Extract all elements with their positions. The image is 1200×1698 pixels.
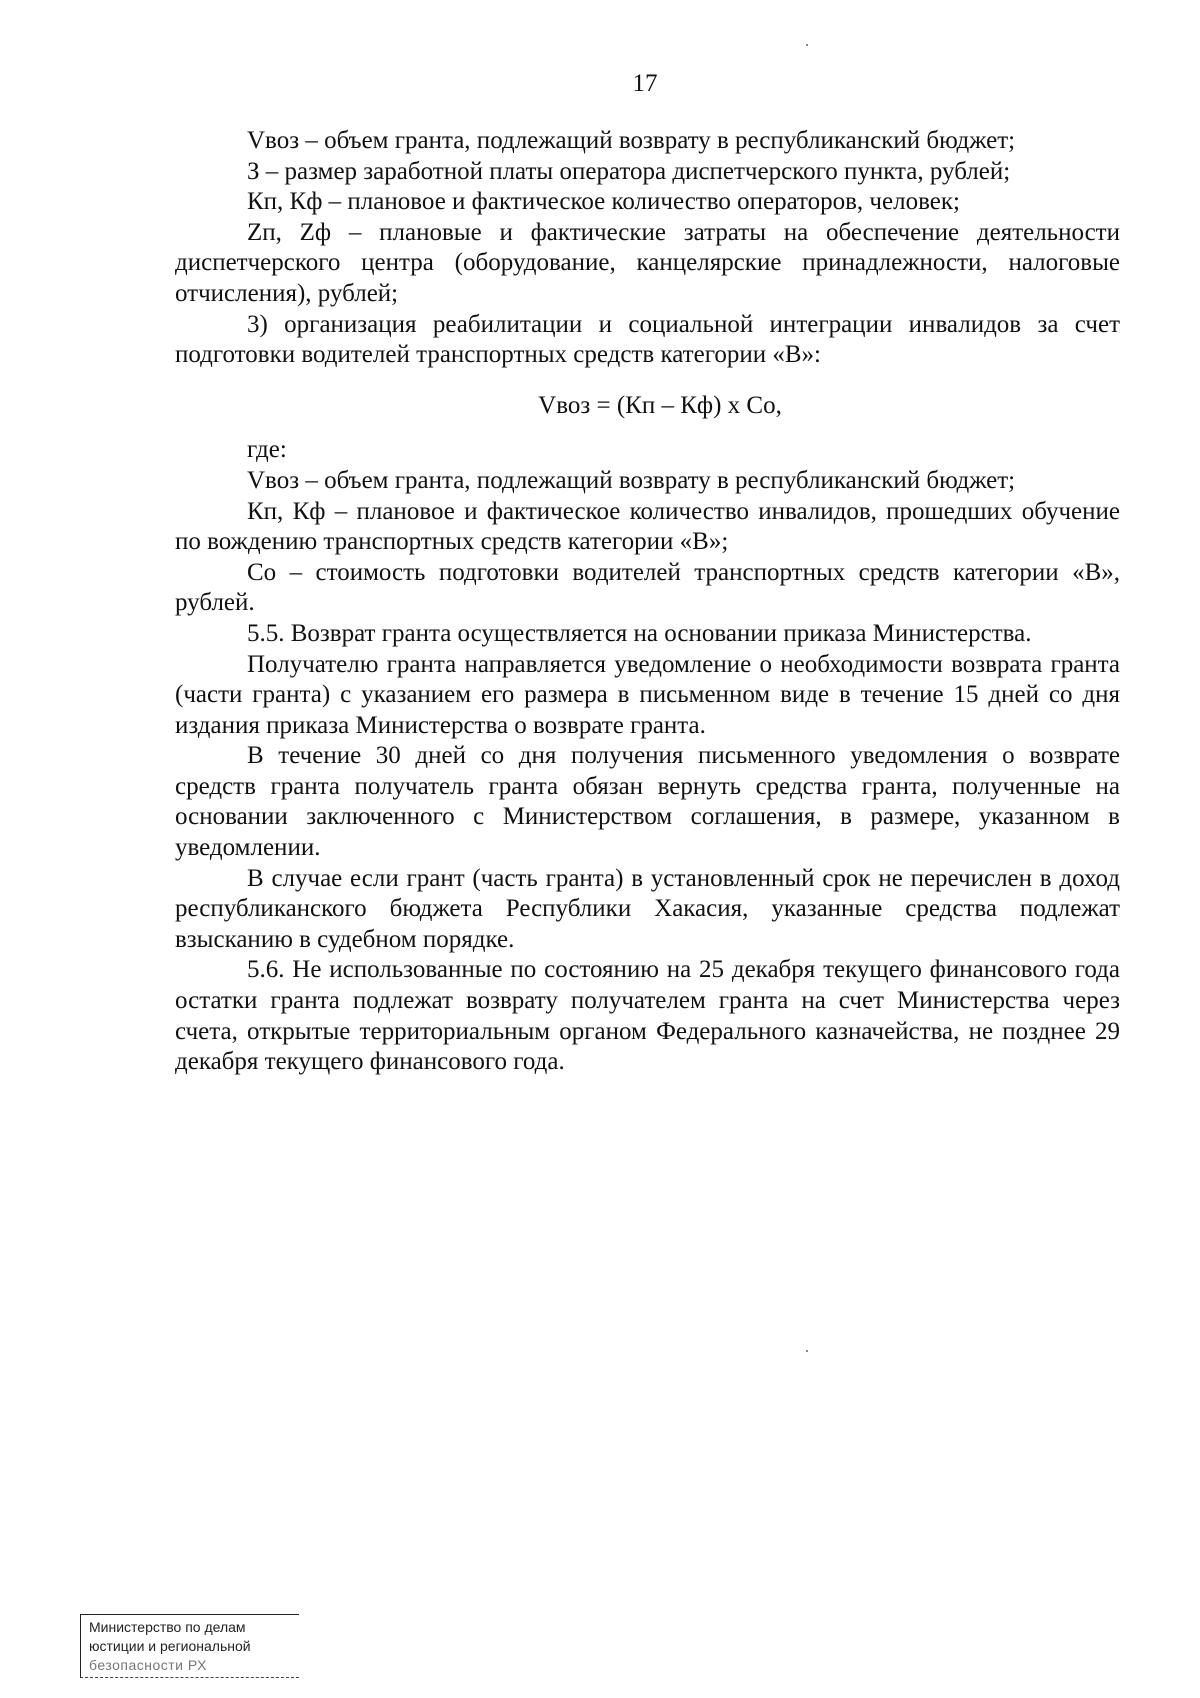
document-body <box>175 126 1120 1078</box>
paragraph-kp-kf-operators: Кп, Кф – плановое и фактическое количество операторов, человек; <box>247 188 960 216</box>
paragraph-notification: Получателю гранта направляется уведомление о необходимости возврата гранта (части гранта) с указанием его размера в письменном виде в течение 15 дней со дня издания приказа Министерства о возврате гранта. <box>175 650 1120 739</box>
paragraph-co-definition: Со – стоимость подготовки водителей транспортных средств категории «В», рублей. <box>175 558 1120 617</box>
paragraph-where: где: <box>247 436 287 464</box>
scan-speck-top <box>806 44 808 46</box>
paragraph-kp-kf-disabled: Кп, Кф – плановое и фактическое количество инвалидов, прошедших обучение по вождению транспортных средств категории «В»; <box>175 497 1120 556</box>
scan-speck-middle <box>806 1350 808 1352</box>
paragraph-5-6: 5.6. Не использованные по состоянию на 25 декабря текущего финансового года остатки гранта подлежат возврату получателем гранта на счет Министерства через счета, открытые территориальным органом Федерального казначейства, не позднее 29 декабря текущего финансового года. <box>175 956 1120 1076</box>
paragraph-30-days: В течение 30 дней со дня получения письменного уведомления о возврате средств гранта получатель гранта обязан вернуть средства гранта, полученные на основании заключенного с Министерством соглашения, в размере, указанном в уведомлении. <box>175 742 1120 862</box>
paragraph-zp-zf-costs: Zп, Zф – плановые и фактические затраты на обеспечение деятельности диспетчерского центра (оборудование, канцелярские принадлежности, налоговые отчисления), рублей; <box>175 218 1120 307</box>
formula: Vвоз = (Кп – Кф) х Со, <box>538 391 782 419</box>
paragraph-vvoz-definition: Vвоз – объем гранта, подлежащий возврату в республиканский бюджет; <box>247 127 1016 154</box>
paragraph-vvoz-definition-2: Vвоз – объем гранта, подлежащий возврату в республиканский бюджет; <box>247 466 1016 494</box>
stamp-line-1: Министерство по делам <box>89 1619 246 1635</box>
page-number: 17 <box>632 70 658 97</box>
stamp-line-2: юстиции и региональной <box>89 1638 251 1654</box>
paragraph-item-3: 3) организация реабилитации и социальной интеграции инвалидов за счет подготовки водителей транспортных средств категории «В»: <box>175 310 1120 369</box>
paragraph-z-definition: З – размер заработной платы оператора диспетчерского пункта, рублей; <box>247 157 1011 185</box>
paragraph-5-5: 5.5. Возврат гранта осуществляется на основании приказа Министерства. <box>247 619 1032 647</box>
stamp-line-3: безопасности РХ <box>89 1657 207 1673</box>
paragraph-court-recovery: В случае если грант (часть гранта) в установленный срок не перечислен в доход республиканского бюджета Республики Хакасия, указанные средства подлежат взысканию в судебном порядке. <box>175 864 1120 953</box>
registration-stamp <box>80 1614 299 1678</box>
